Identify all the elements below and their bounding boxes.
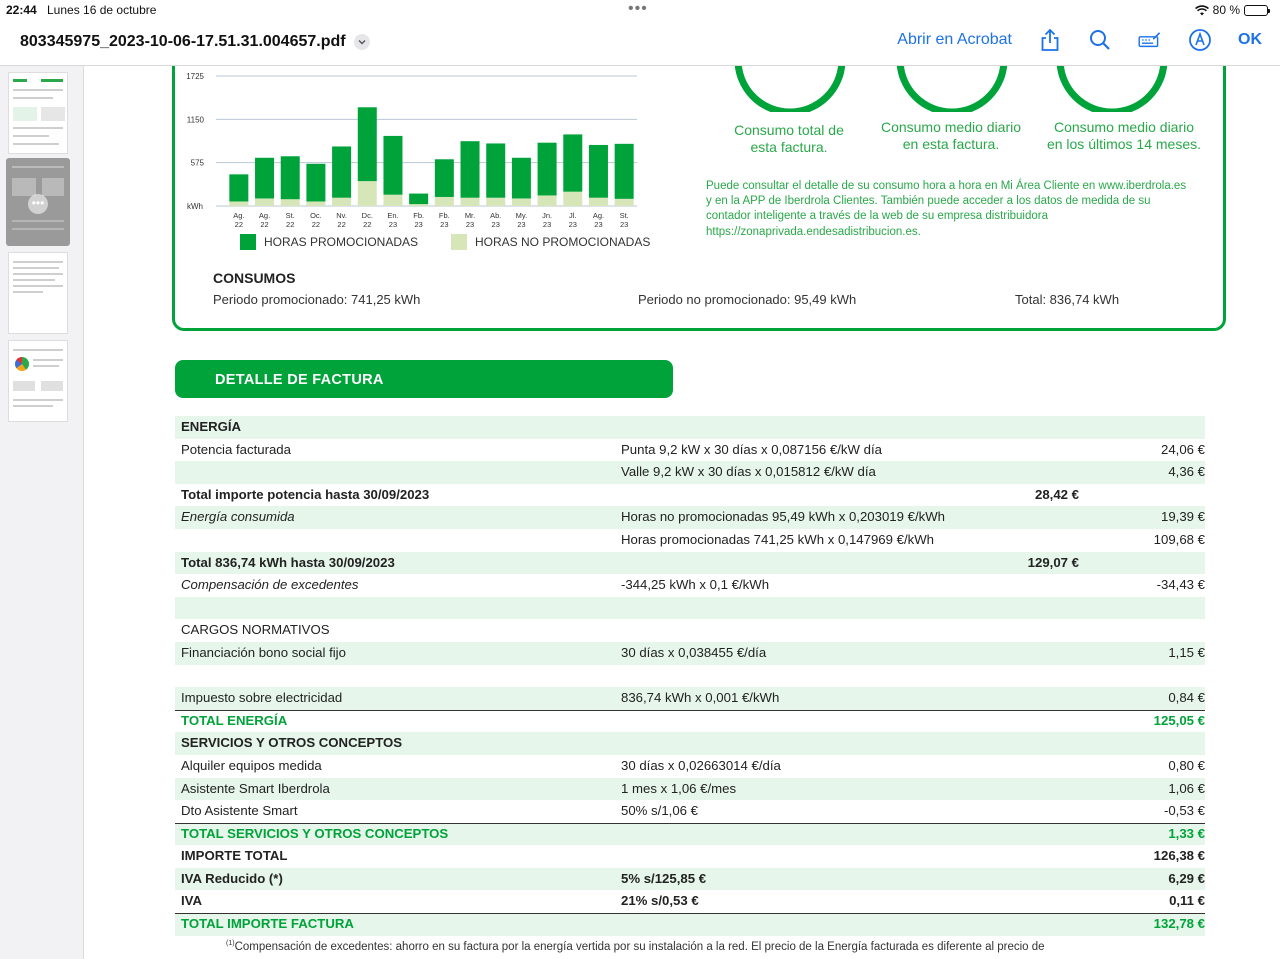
bar-no-promocionadas (435, 197, 454, 206)
bar-no-promocionadas (589, 198, 608, 206)
status-time: 22:44 (6, 3, 37, 17)
x-tick-label-year: 22 (311, 220, 321, 229)
bar-promocionadas (461, 141, 480, 198)
consumo-promocionado: Periodo promocionado: 741,25 kWh (213, 292, 421, 307)
consumo-total: Total: 836,74 kWh (1015, 292, 1120, 307)
table-cell-c1: ENERGÍA (181, 419, 242, 434)
table-row (175, 416, 1205, 439)
page-thumbnails (0, 66, 84, 959)
table-row (175, 800, 1205, 823)
legend-promocionadas (240, 234, 418, 250)
share-icon[interactable] (1038, 28, 1062, 52)
bar-promocionadas (255, 158, 274, 199)
table-cell-c1: IVA Reducido (*) (181, 870, 283, 886)
page-thumbnail-4[interactable] (8, 340, 68, 422)
document-filename: 803345975_2023-10-06-17.51.31.004657.pdf (20, 33, 346, 50)
x-tick-label-month: En. (387, 211, 399, 220)
bar-promocionadas (383, 136, 402, 195)
x-tick-label-month: Ab. (490, 211, 502, 220)
table-cell-c4: 1,06 € (1168, 780, 1205, 796)
table-cell-c2: 30 días x 0,038455 €/día (621, 644, 767, 660)
bar-no-promocionadas (383, 195, 402, 206)
y-axis-label: kWh (187, 202, 203, 211)
status-right (1195, 3, 1268, 17)
table-cell-c3: 129,07 € (1027, 554, 1079, 570)
chevron-down-icon[interactable] (354, 34, 370, 50)
x-tick-label-year: 23 (414, 220, 423, 229)
table-cell-c4: 109,68 € (1153, 531, 1205, 547)
table-cell-c2: Horas promocionadas 741,25 kWh x 0,147969 €/kWh (621, 531, 935, 547)
footnote-text: Compensación de excedentes: ahorro en su factura por la energía vertida por su instalación a la red. El precio de la Energía facturada es diferente al precio de (234, 940, 1045, 953)
battery-percent: 80 % (1212, 3, 1240, 17)
table-cell-c4: 19,39 € (1161, 509, 1205, 525)
gauge-label-total (704, 122, 874, 156)
table-cell-c1: Total 836,74 kWh hasta 30/09/2023 (181, 554, 395, 570)
table-cell-c2: 836,74 kWh x 0,001 €/kWh (621, 690, 780, 706)
x-tick-label-year: 23 (440, 220, 449, 229)
table-cell-c4: 0,11 € (1169, 893, 1205, 909)
x-tick-label-year: 22 (363, 220, 372, 229)
x-tick-label-year: 23 (388, 220, 398, 229)
bar-no-promocionadas (255, 198, 274, 206)
table-row (175, 710, 1205, 733)
x-tick-label-month: Nv. (336, 211, 347, 220)
bar-no-promocionadas (229, 201, 248, 206)
consumption-bar-chart (182, 66, 662, 236)
table-row (175, 529, 1205, 552)
table-cell-c4: 24,06 € (1161, 441, 1205, 457)
pdf-page (84, 66, 1280, 959)
y-tick-label: 1725 (186, 72, 204, 81)
table-row (175, 484, 1205, 507)
gauge-label-medio-factura-line2: en esta factura. (902, 136, 1000, 152)
x-tick-label-month: Ag. (258, 211, 271, 220)
bar-no-promocionadas (538, 195, 557, 206)
table-row (175, 890, 1205, 913)
bar-promocionadas (281, 156, 300, 199)
more-options-icon[interactable]: ••• (28, 194, 48, 214)
table-cell-c1: Dto Asistente Smart (181, 803, 298, 819)
table-row (175, 778, 1205, 801)
x-tick-label-month: Ag. (592, 211, 605, 220)
table-cell-c2: 50% s/1,06 € (621, 803, 698, 819)
table-cell-c2: Valle 9,2 kW x 30 días x 0,015812 €/kW día (621, 464, 876, 480)
x-tick-label-year: 22 (337, 220, 346, 229)
x-tick-label-year: 23 (619, 220, 629, 229)
table-cell-c4: 132,78 € (1153, 916, 1205, 932)
bar-no-promocionadas (358, 181, 377, 206)
consumos-title: CONSUMOS (213, 270, 296, 286)
info-line-3: contador inteligente a través de la web de su empresa distribuidora (706, 210, 1049, 223)
ok-button[interactable]: OK (1238, 31, 1262, 48)
x-tick-label-month: St. (285, 211, 295, 220)
bar-no-promocionadas (563, 192, 582, 206)
battery-icon (1244, 5, 1268, 16)
table-cell-c4: -34,43 € (1156, 577, 1205, 593)
status-bar (0, 0, 1280, 20)
table-cell-c1: IMPORTE TOTAL (181, 848, 288, 864)
gauge-label-medio-factura-line1: Consumo medio diario (880, 119, 1022, 135)
status-date: Lunes 16 de octubre (47, 3, 157, 17)
table-cell-c1: IVA (181, 893, 203, 909)
x-tick-label-month: Ag. (233, 211, 245, 220)
x-tick-label-month: Fb. (413, 211, 425, 220)
info-line-2: y en la APP de Iberdrola Clientes. También puede acceder a los datos de medida de su (706, 195, 1151, 208)
table-row (175, 597, 1205, 620)
table-cell-c4: 0,84 € (1168, 690, 1205, 706)
bar-no-promocionadas (409, 204, 428, 206)
bar-no-promocionadas (615, 199, 634, 206)
table-cell-c1: Compensación de excedentes (181, 577, 359, 593)
x-tick-label-year: 22 (234, 220, 244, 229)
x-tick-label-year: 23 (594, 220, 603, 229)
table-cell-c4: 1,33 € (1168, 825, 1205, 841)
table-cell-c2: 30 días x 0,02663014 €/día (621, 757, 781, 773)
table-cell-c1: TOTAL SERVICIOS Y OTROS CONCEPTOS (181, 825, 449, 841)
y-tick-label: 575 (190, 158, 204, 168)
x-tick-label-month: Mr. (464, 211, 476, 220)
table-row (175, 665, 1205, 688)
bar-no-promocionadas (486, 198, 505, 206)
table-row (175, 461, 1205, 484)
table-row (175, 439, 1205, 462)
legend-swatch-promocionadas (240, 234, 256, 250)
detalle-factura-table (175, 416, 1205, 936)
x-tick-label-year: 23 (491, 220, 500, 229)
toolbar-actions (897, 28, 1262, 52)
table-cell-c1: Asistente Smart Iberdrola (181, 780, 330, 796)
table-row (175, 687, 1205, 710)
table-cell-c1: CARGOS NORMATIVOS (181, 622, 330, 638)
bar-promocionadas (332, 146, 351, 197)
table-row (175, 755, 1205, 778)
table-cell-c4: -0,53 € (1163, 803, 1205, 819)
table-cell-c1: Total importe potencia hasta 30/09/2023 (181, 486, 430, 502)
table-row (175, 574, 1205, 597)
table-cell-c4: 4,36 € (1168, 464, 1205, 480)
x-tick-label-year: 22 (286, 220, 295, 229)
consumption-info-text (706, 179, 1226, 240)
table-cell-c4: 0,80 € (1168, 757, 1205, 773)
footnote (226, 936, 1126, 955)
x-tick-label-year: 22 (260, 220, 269, 229)
bar-promocionadas (486, 143, 505, 197)
table-cell-c1: Financiación bono social fijo (181, 644, 346, 660)
info-link-zonaprivada[interactable]: https://zonaprivada.endesadistribucion.es. (706, 225, 921, 238)
gauge-arc-total (738, 66, 842, 112)
gauge-label-medio-14-line1: Consumo medio diario (1053, 119, 1195, 135)
bar-no-promocionadas (461, 198, 480, 206)
legend-swatch-no-promocionadas (451, 234, 467, 250)
gauge-label-medio-factura (866, 119, 1036, 153)
page-thumbnail-1[interactable] (8, 72, 68, 154)
table-cell-c2: 21% s/0,53 € (621, 893, 699, 909)
open-in-acrobat-button[interactable]: Abrir en Acrobat (897, 31, 1012, 48)
markup-icon[interactable] (1138, 28, 1162, 52)
footnote-mark: (1) (226, 940, 235, 947)
document-title[interactable] (20, 33, 370, 51)
table-cell-c3: 28,42 € (1035, 486, 1079, 502)
table-cell-c1: Potencia facturada (181, 441, 291, 457)
x-tick-label-month: St. (619, 211, 629, 220)
table-cell-c2: 1 mes x 1,06 €/mes (621, 780, 737, 796)
table-cell-c1: SERVICIOS Y OTROS CONCEPTOS (181, 735, 403, 751)
table-cell-c2: 5% s/125,85 € (621, 870, 707, 886)
x-tick-label-month: Oc. (310, 211, 322, 220)
info-line-1: Puede consultar el detalle de su consumo hora a hora en Mi Área Cliente en www.iberdrola.es (706, 180, 1187, 192)
bar-promocionadas (538, 143, 557, 196)
bar-no-promocionadas (512, 198, 531, 206)
x-tick-label-year: 23 (542, 220, 552, 229)
table-row (175, 868, 1205, 891)
search-icon[interactable] (1088, 28, 1112, 52)
pie-thumbnail-icon (15, 357, 29, 371)
table-cell-c4: 6,29 € (1168, 870, 1205, 886)
pencil-circle-icon[interactable] (1188, 28, 1212, 52)
bar-promocionadas (512, 158, 531, 199)
gauge-arc-medio-14-meses (1060, 66, 1164, 112)
table-row (175, 619, 1205, 642)
y-tick-label: 1150 (186, 115, 204, 125)
legend-label-no-promocionadas: HORAS NO PROMOCIONADAS (475, 235, 651, 249)
multitasking-dots-icon[interactable]: ••• (628, 0, 648, 17)
x-tick-label-year: 23 (568, 220, 577, 229)
bar-no-promocionadas (306, 201, 325, 206)
x-tick-label-month: My. (515, 211, 528, 220)
table-row (175, 913, 1205, 936)
bar-promocionadas (229, 174, 248, 201)
page-thumbnail-2[interactable] (6, 158, 70, 246)
x-tick-label-month: Jl. (569, 211, 577, 220)
table-row (175, 845, 1205, 868)
table-cell-c1: Impuesto sobre electricidad (181, 690, 343, 706)
x-tick-label-year: 23 (517, 220, 526, 229)
table-row (175, 823, 1205, 846)
table-row (175, 506, 1205, 529)
bar-promocionadas (435, 159, 454, 197)
detalle-factura-banner: DETALLE DE FACTURA (175, 360, 673, 398)
bar-promocionadas (409, 194, 428, 205)
wifi-icon (1195, 5, 1209, 16)
table-cell-c2: Punta 9,2 kW x 30 días x 0,087156 €/kW día (621, 441, 882, 457)
table-cell-c4: 1,15 € (1168, 644, 1205, 660)
consumo-no-promocionado: Periodo no promocionado: 95,49 kWh (638, 292, 857, 307)
table-cell-c1: TOTAL IMPORTE FACTURA (181, 916, 354, 932)
x-tick-label-year: 23 (465, 220, 475, 229)
table-row (175, 732, 1205, 755)
bar-no-promocionadas (281, 199, 300, 206)
table-cell-c2: Horas no promocionadas 95,49 kWh x 0,203019 €/kWh (621, 509, 946, 525)
consumption-gauges (714, 66, 1214, 112)
table-row (175, 552, 1205, 575)
bar-promocionadas (589, 145, 608, 198)
legend-label-promocionadas: HORAS PROMOCIONADAS (264, 235, 419, 249)
gauge-arc-medio-factura (900, 66, 1004, 112)
table-row (175, 642, 1205, 665)
gauge-label-medio-14-line2: en los últimos 14 meses. (1046, 136, 1202, 152)
table-cell-c2: -344,25 kWh x 0,1 €/kWh (621, 577, 770, 593)
page-thumbnail-3[interactable] (8, 252, 68, 334)
legend-no-promocionadas (451, 234, 650, 250)
bar-promocionadas (615, 144, 634, 199)
bar-promocionadas (358, 107, 377, 181)
bar-no-promocionadas (332, 198, 351, 206)
gauge-label-medio-14 (1034, 119, 1214, 153)
table-cell-c1: Energía consumida (181, 509, 295, 525)
x-tick-label-month: Jn. (542, 211, 553, 220)
table-cell-c4: 125,05 € (1153, 712, 1205, 728)
gauge-label-total-line1: Consumo total de (734, 122, 844, 138)
table-cell-c4: 126,38 € (1153, 848, 1205, 864)
x-tick-label-month: Dc. (361, 211, 373, 220)
x-tick-label-month: Fb. (438, 211, 450, 220)
pdf-toolbar (0, 20, 1280, 66)
table-cell-c1: TOTAL ENERGÍA (181, 712, 288, 728)
bar-promocionadas (306, 164, 325, 202)
table-cell-c1: Alquiler equipos medida (181, 757, 322, 773)
gauge-label-total-line2: esta factura. (750, 139, 828, 155)
bar-promocionadas (563, 134, 582, 191)
